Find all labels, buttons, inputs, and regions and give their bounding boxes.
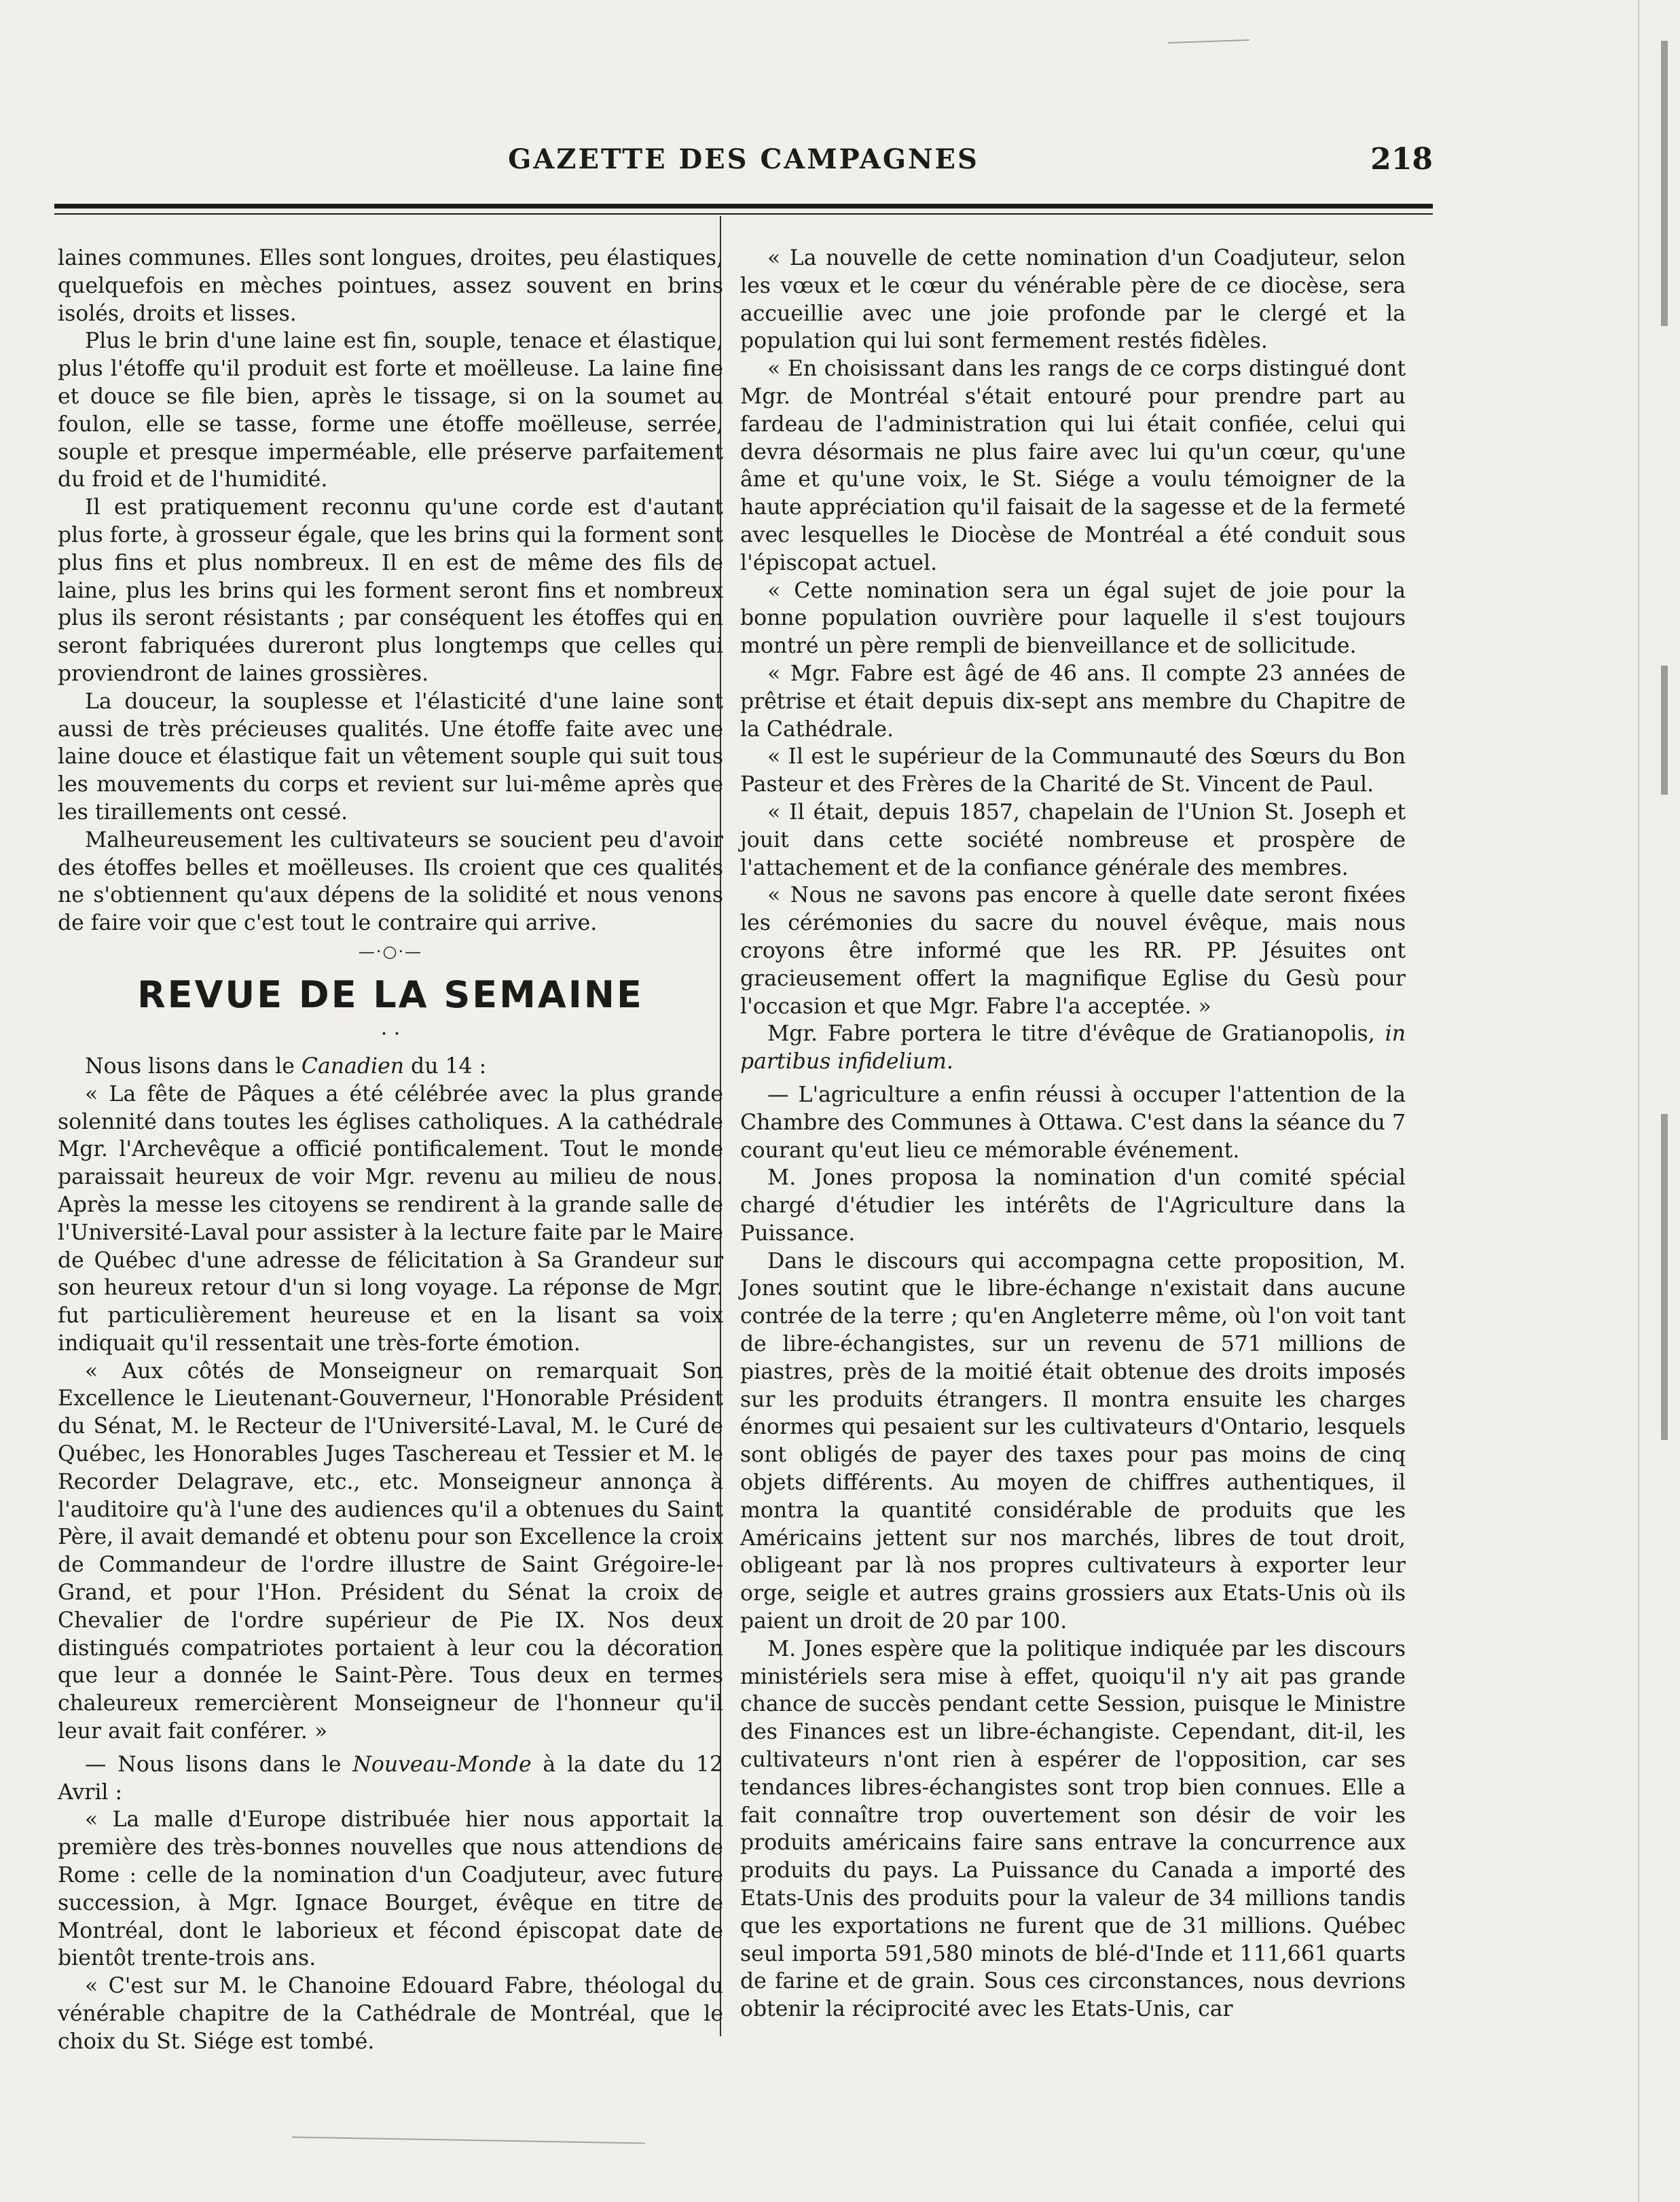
- quote-paragraph: « Il était, depuis 1857, chapelain de l'Union St. Joseph et jouit dans cette société nombreuse et prospère de l'attachement et de la confiance générale des membres.: [740, 799, 1406, 880]
- article-paragraph: La douceur, la souplesse et l'élasticité d'une laine sont aussi de très précieuses qualités. Une étoffe faite avec une laine douce et élastique fait un vêtement souple qui suit tous les mouvements du corps et revient sur lui-même après que les tiraillements ont cessé.: [58, 689, 723, 825]
- intro-text: du 14 :: [404, 1053, 487, 1079]
- scan-smudge: [292, 2136, 645, 2144]
- article-paragraph: Malheureusement les cultivateurs se soucient peu d'avoir des étoffes belles et moëlleuses. Ils croient que ces qualités ne s'obtiennent qu'aux dépens de la solidité et nous venons de faire voir que c'est tout le contraire qui arrive.: [58, 827, 723, 936]
- source-name: Canadien: [301, 1053, 405, 1079]
- quote-paragraph: « Mgr. Fabre est âgé de 46 ans. Il compte 23 années de prêtrise et était depuis dix-sept ans membre du Chapitre de la Cathédrale.: [740, 661, 1406, 742]
- article-paragraph: M. Jones proposa la nomination d'un comité spécial chargé d'étudier les intérêts de l'Agriculture dans la Puissance.: [740, 1166, 1406, 1246]
- intro-text: à la date du 12 Avril :: [58, 1752, 723, 1805]
- intro-text: — Nous lisons dans le: [85, 1752, 353, 1777]
- quote-paragraph: « Il est le supérieur de la Communauté des Sœurs du Bon Pasteur et des Frères de la Charité de St. Vincent de Paul.: [740, 744, 1406, 797]
- newspaper-title: GAZETTE DES CAMPAGNES: [508, 143, 979, 175]
- right-column: [740, 245, 1406, 2023]
- header-rule-thick: [54, 204, 1433, 209]
- quote-paragraph: « Cette nomination sera un égal sujet de joie pour la bonne population ouvrière pour laquelle il s'est toujours montré un père rempli de bienveillance et de sollicitude.: [740, 578, 1406, 659]
- article-paragraph: Il est pratiquement reconnu qu'une corde est d'autant plus forte, à grosseur égale, que les brins qui la forment sont plus fins et plus nombreux. Il en est de même des fils de laine, plus les brins qui les forment seront fins et nombreux plus ils seront résistants ; par conséquent les étoffes qui en seront fabriquées dureront plus longtemps que celles qui proviendront de laines grossières.: [58, 495, 723, 686]
- left-column: [58, 245, 723, 2056]
- latin-phrase: in partibus infidelium.: [740, 1022, 1406, 1075]
- article-paragraph: Dans le discours qui accompagna cette proposition, M. Jones soutint que le libre-échange n'existait dans aucune contrée de la terre ; qu'en Angleterre même, où l'on voit tant de libre-échangistes, sur un revenu de 571 millions de piastres, près de la moitié était obtenue des droits imposés sur les produits étrangers. Il montra ensuite les charges énormes qui pesaient sur les cultivateurs d'Ontario, lesquels sont obligés de payer des taxes pour pas moins de cinq objets différents. Au moyen de chiffres authentiques, il montra la quantité considérable de produits que les Américains jettent sur nos marchés, libres de tout droit, obligeant par là nos propres cultivateurs à exporter leur orge, seigle et autres grains grossiers aux Etats-Unis où ils paient un droit de 20 par 100.: [740, 1248, 1406, 1634]
- source-name: Nouveau-Monde: [352, 1752, 532, 1777]
- section-dots: · ·: [380, 1022, 401, 1046]
- article-paragraph: laines communes. Elles sont longues, droites, peu élastiques, quelquefois en mèches pointues, assez souvent en brins isolés, droits et lisses.: [58, 246, 723, 326]
- scan-right-margin: [1639, 0, 1680, 2202]
- intro-paragraph: [58, 1053, 723, 1081]
- intro-paragraph: [58, 1751, 723, 1807]
- section-title: REVUE DE LA SEMAINE: [137, 973, 644, 1016]
- quote-paragraph: « Aux côtés de Monseigneur on remarquait Son Excellence le Lieutenant-Gouverneur, l'Honorable Président du Sénat, M. le Recteur de l'Université-Laval, M. le Curé de Québec, les Honorables Juges Taschereau et Tessier et M. le Recorder Delagrave, etc., etc. Monseigneur annonça à l'auditoire qu'à l'une des audiences qu'il a obtenues du Saint Père, il avait demandé et obtenu pour son Excellence la croix de Commandeur de l'ordre illustre de Saint Grégoire-le-Grand, et pour l'Hon. Président du Sénat la croix de Chevalier de l'ordre supérieur de Pie IX. Nos deux distingués compatriotes portaient à leur cou la décoration que leur a donnée le Saint-Père. Tous deux en termes chaleureux remercièrent Monseigneur de l'honneur qu'il leur avait fait conférer. »: [58, 1358, 724, 1744]
- scan-smudge: [1168, 39, 1249, 43]
- scan-edge-mark: [1661, 1114, 1668, 1440]
- quote-paragraph: « C'est sur M. le Chanoine Edouard Fabre, théologal du vénérable chapitre de la Cathédrale de Montréal, que le choix du St. Siége est tombé.: [58, 1974, 723, 2054]
- page-header: [54, 139, 1433, 180]
- quote-paragraph: « La fête de Pâques a été célébrée avec la plus grande solennité dans toutes les églises catholiques. A la cathédrale Mgr. l'Archevêque a officié pontificalement. Tout le monde paraissait heureux de voir Mgr. revenu au milieu de nous. Après la messe les citoyens se rendirent à la grande salle de l'Université-Laval pour assister à la lecture faite par le Maire de Québec d'une adresse de félicitation à Sa Grandeur sur son heureux retour d'un si long voyage. La réponse de Mgr. fut particulièrement heureuse et en la lisant sa voix indiquait qu'il ressentait une très-forte émotion.: [58, 1081, 723, 1356]
- section-ornament: —·○·—: [358, 941, 423, 961]
- scan-edge-mark: [1661, 41, 1668, 326]
- article-paragraph: M. Jones espère que la politique indiquée par les discours ministériels sera mise à effet, quoiqu'il n'y ait pas grande chance de succès pendant cette Session, puisque le Ministre des Finances est un libre-échangiste. Cependant, dit-il, les cultivateurs n'ont rien à espérer de l'opposition, car ses tendances libres-échangistes sont trop bien connues. Elle a fait connaître trop ouvertement son désir de voir les produits américains faire sans entrave la concurrence aux produits du pays. La Puissance du Canada a importé des Etats-Unis des produits pour la valeur de 34 millions tandis que les exportations ne furent que de 31 millions. Québec seul importa 591,580 minots de blé-d'Inde et 111,661 quarts de farine et de grain. Sous ces circonstances, nous devrions obtenir la réciprocité avec les Etats-Unis, car: [740, 1636, 1406, 2022]
- article-paragraph: [740, 1020, 1406, 1076]
- scan-edge-mark: [1661, 666, 1668, 795]
- fabre-title-text: Mgr. Fabre portera le titre d'évêque de Gratianopolis,: [767, 1022, 1385, 1047]
- intro-text: Nous lisons dans le: [85, 1053, 302, 1079]
- article-paragraph: Plus le brin d'une laine est fin, souple, tenace et élastique, plus l'étoffe qu'il produit est forte et moëlleuse. La laine fine et douce se file bien, après le tissage, si on la soumet au foulon, elle se tasse, forme une étoffe moëlleuse, serrée, souple et presque imperméable, elle préserve parfaitement du froid et de l'humidité.: [58, 329, 723, 492]
- header-rule-thin: [54, 213, 1433, 215]
- quote-paragraph: « En choisissant dans les rangs de ce corps distingué dont Mgr. de Montréal s'était entouré pour prendre part au fardeau de l'administration qui lui était confiée, celui qui devra désormais ne plus faire avec lui qu'un cœur, qu'une âme et qu'une voix, le St. Siége a voulu témoigner de la haute appréciation qu'il faisait de la sagesse et de la fermeté avec lesquelles le Diocèse de Montréal a été conduit sous l'épiscopat actuel.: [740, 357, 1406, 575]
- quote-paragraph: « La malle d'Europe distribuée hier nous apportait la première des très-bonnes nouvelles que nous attendions de Rome : celle de la nomination d'un Coadjuteur, avec future succession, à Mgr. Ignace Bourget, évêque en titre de Montréal, dont le laborieux et fécond épiscopat date de bientôt trente-trois ans.: [58, 1807, 723, 1971]
- page-number: 218: [1370, 142, 1433, 177]
- quote-paragraph: « Nous ne savons pas encore à quelle date seront fixées les cérémonies du sacre du nouvel évêque, mais nous croyons être informé que les RR. PP. Jésuites ont gracieusement offert la magnifique Eglise du Gesù pour l'occasion et que Mgr. Fabre l'a acceptée. »: [740, 883, 1406, 1019]
- article-paragraph: — L'agriculture a enfin réussi à occuper l'attention de la Chambre des Communes à Ottawa. C'est dans la séance du 7 courant qu'eut lieu ce mémorable événement.: [740, 1082, 1406, 1163]
- quote-paragraph: « La nouvelle de cette nomination d'un Coadjuteur, selon les vœux et le cœur du vénérable père de ce diocèse, sera accueillie avec une joie profonde par le clergé et la population qui lui sont fermement restés fidèles.: [740, 246, 1406, 354]
